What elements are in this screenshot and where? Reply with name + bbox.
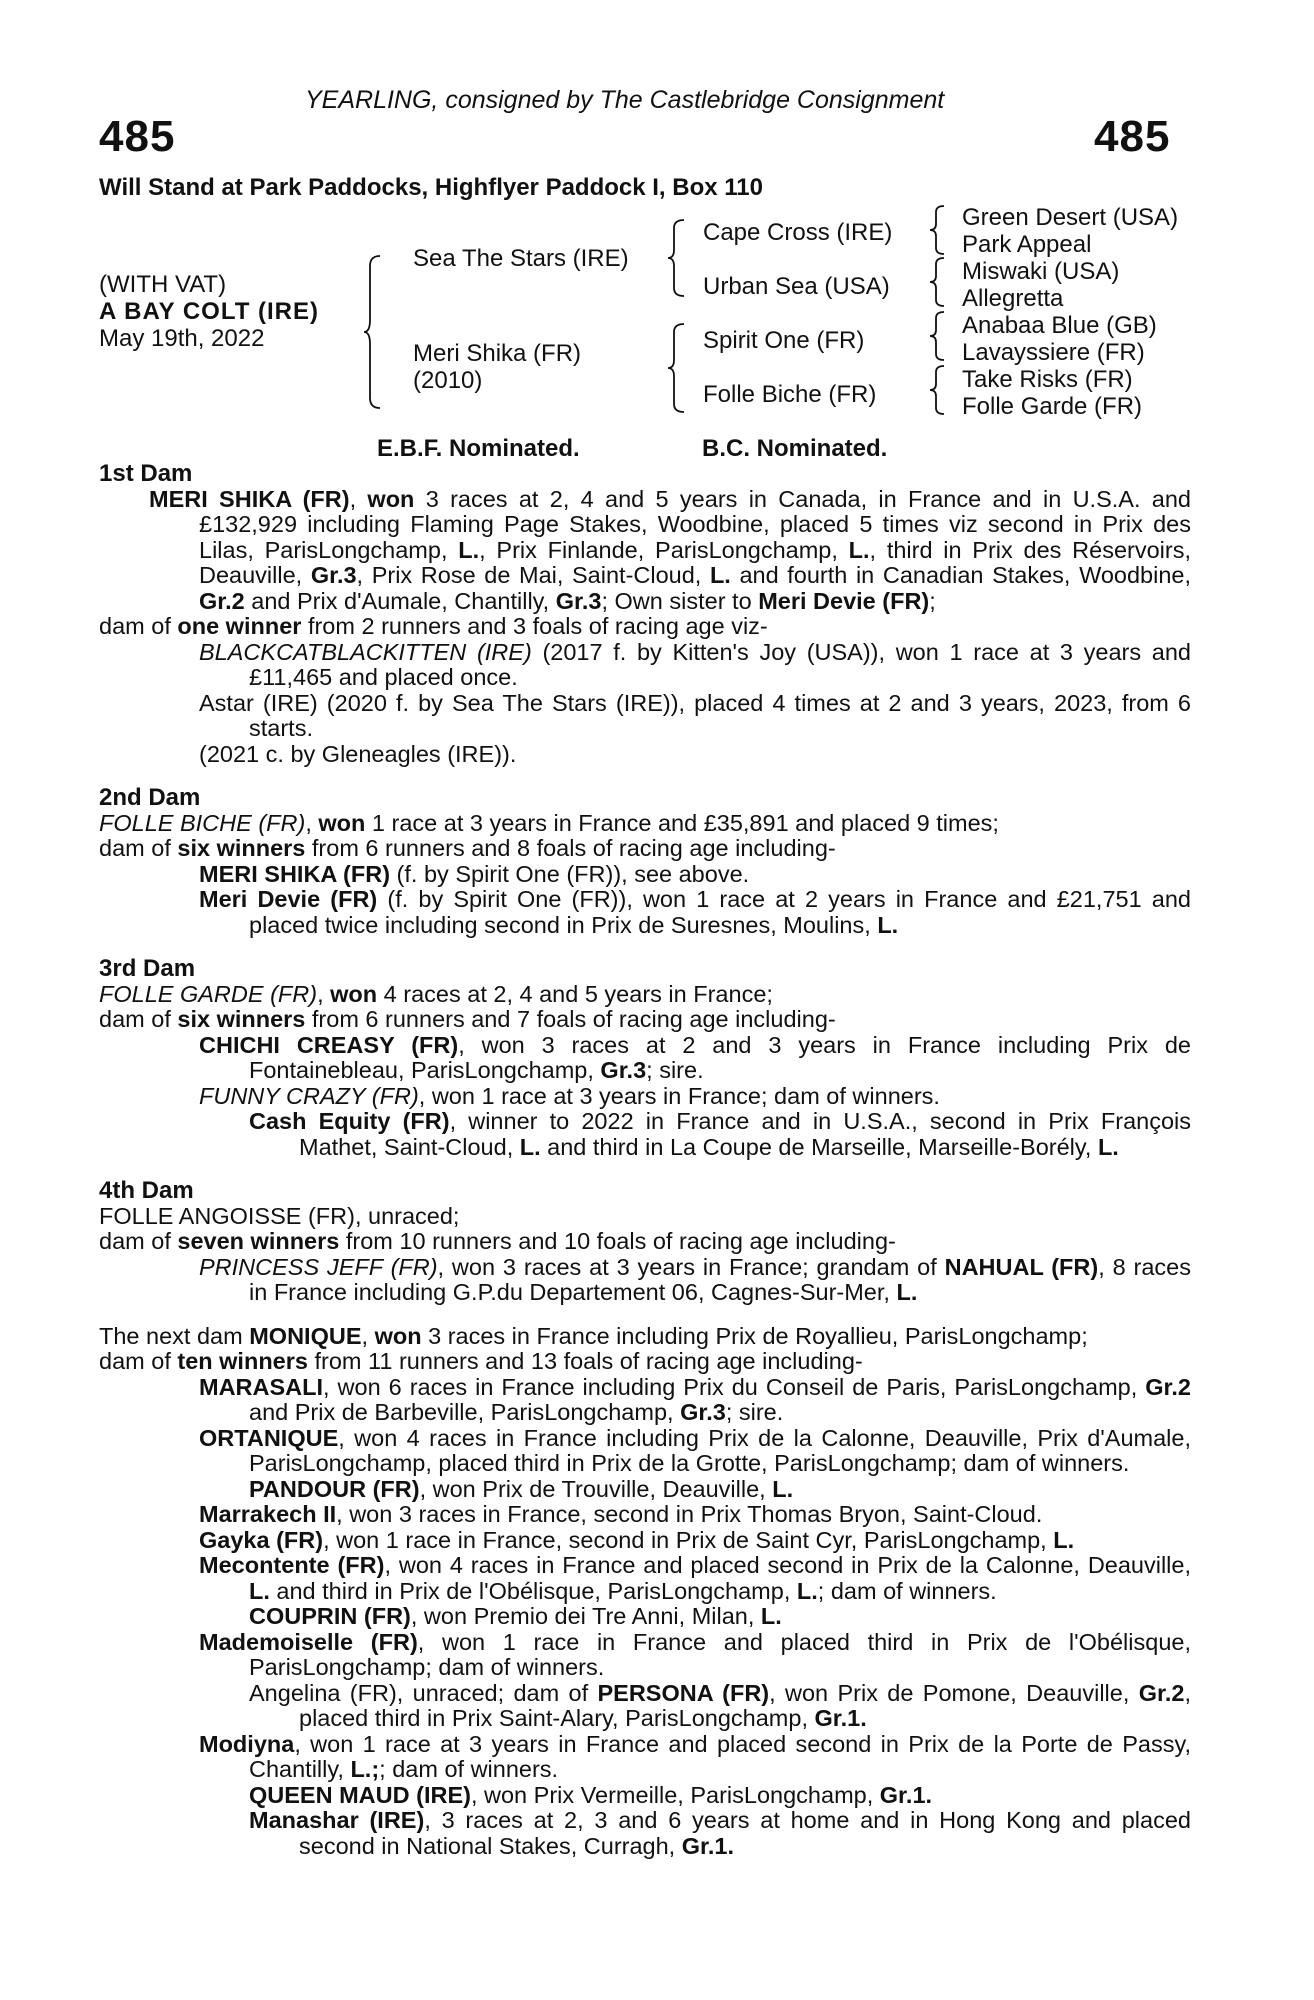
produce-entry: PRINCESS JEFF (FR), won 3 races at 3 years in France; grandam of NAHUAL (FR), 8 races in France including G.P.du Departement 06, Cagnes-Sur-Mer, L. <box>199 1253 1191 1305</box>
ebf-nomination: E.B.F. Nominated. <box>377 435 580 462</box>
produce-entry: CHICHI CREASY (FR), won 3 races at 2 and 3 years in France including Prix de Fontainebleau, ParisLongchamp, Gr.3; sire. <box>199 1031 1191 1083</box>
produce-entry: Gayka (FR), won 1 race in France, second in Prix de Saint Cyr, ParisLongchamp, L. <box>199 1526 1075 1553</box>
produce-summary: dam of one winner from 2 runners and 3 foals of racing age viz- <box>99 613 768 639</box>
pedigree-brace-main <box>364 254 384 410</box>
section-heading: 2nd Dam <box>99 784 201 811</box>
produce-entry: Modiyna, won 1 race at 3 years in France and placed second in Prix de la Porte de Passy, Chantilly, L.;; dam of winners. <box>199 1730 1191 1782</box>
consignment-line: YEARLING, consigned by The Castlebridge Consignment <box>305 86 945 114</box>
ggp-7: Take Risks (FR) <box>962 366 1133 393</box>
section-heading: 3rd Dam <box>99 955 196 982</box>
produce-entry: MERI SHIKA (FR) (f. by Spirit One (FR)), see above. <box>199 860 750 887</box>
produce-entry: Astar (IRE) (2020 f. by Sea The Stars (IRE)), placed 4 times at 2 and 3 years, 2023, from 6 starts. <box>199 689 1191 741</box>
dam-record: FOLLE GARDE (FR), won 4 races at 2, 4 and 5 years in France; <box>99 980 773 1007</box>
ggp-3: Miswaki (USA) <box>962 258 1120 285</box>
horse-name: A BAY COLT (IRE) <box>99 298 320 325</box>
produce-entry: BLACKCATBLACKITTEN (IRE) (2017 f. by Kitten's Joy (USA)), won 1 race at 3 years and £11,465 and placed once. <box>199 638 1192 690</box>
dam: Meri Shika (FR) <box>413 340 582 367</box>
pedigree-brace-g1 <box>930 204 946 256</box>
fourth-dam-section <box>99 1178 1191 1306</box>
produce-entry: Marrakech II, won 3 races in France, second in Prix Thomas Bryon, Saint-Cloud. <box>199 1501 1043 1527</box>
ggp-8: Folle Garde (FR) <box>962 393 1143 420</box>
pedigree-brace-g2 <box>930 256 946 308</box>
dam-year: (2010) <box>413 367 483 394</box>
vat-note: (WITH VAT) <box>99 271 227 298</box>
stand-location: Will Stand at Park Paddocks, Highflyer Paddock I, Box 110 <box>99 174 763 201</box>
bc-nomination: B.C. Nominated. <box>702 435 888 462</box>
ggp-6: Lavayssiere (FR) <box>962 339 1145 366</box>
dam-record: MERI SHIKA (FR), won 3 races at 2, 4 and 5 years in Canada, in France and in U.S.A. and £132,929 including Flaming Page Stakes, Woodbine, placed 5 times viz second in Prix des Lilas, ParisLongchamp, L., Prix Finlande, ParisLongchamp, L., third in Prix des Réservoirs, Deauville, Gr.3, Prix Rose de Mai, Saint-Cloud, L. and fourth in Canadian Stakes, Woodbine, Gr.2 and Prix d'Aumale, Chantilly, Gr.3; Own sister to Meri Devie (FR); <box>149 485 1191 614</box>
produce-entry: COUPRIN (FR), won Premio dei Tre Anni, Milan, L. <box>249 1603 782 1629</box>
produce-entry: Manashar (IRE), 3 races at 2, 3 and 6 years at home and in Hong Kong and placed second in National Stakes, Curragh, Gr.1. <box>249 1807 1191 1859</box>
dam-dam: Folle Biche (FR) <box>703 381 877 408</box>
dam-sire: Spirit One (FR) <box>703 327 865 354</box>
ggp-2: Park Appeal <box>962 231 1092 258</box>
section-heading: 4th Dam <box>99 1177 194 1204</box>
ggp-1: Green Desert (USA) <box>962 204 1179 231</box>
section-heading: 1st Dam <box>99 460 193 487</box>
sire-dam: Urban Sea (USA) <box>703 273 890 300</box>
pedigree-brace-dam <box>668 322 688 414</box>
produce-entry: ORTANIQUE, won 4 races in France including Prix de la Calonne, Deauville, Prix d'Aumale, ParisLongchamp, placed third in Prix de la Grotte, ParisLongchamp; dam of winners. <box>199 1424 1191 1476</box>
next-dam-section <box>99 1324 1191 1860</box>
pedigree-brace-g4 <box>930 364 946 416</box>
produce-summary: dam of seven winners from 10 runners and 10 foals of racing age including- <box>99 1228 896 1254</box>
produce-summary: dam of six winners from 6 runners and 8 foals of racing age including- <box>99 835 836 861</box>
produce-summary: dam of six winners from 6 runners and 7 foals of racing age including- <box>99 1006 836 1032</box>
produce-entry: Mademoiselle (FR), won 1 race in France and placed third in Prix de l'Obélisque, ParisLongchamp; dam of winners. <box>199 1628 1191 1680</box>
produce-entry: QUEEN MAUD (IRE), won Prix Vermeille, ParisLongchamp, Gr.1. <box>249 1781 933 1808</box>
dam-record: FOLLE ANGOISSE (FR), unraced; <box>99 1202 460 1229</box>
lot-number-right: 485 <box>1094 112 1171 161</box>
produce-entry: FUNNY CRAZY (FR), won 1 race at 3 years in France; dam of winners. <box>199 1082 940 1109</box>
pedigree-brace-g3 <box>930 310 946 362</box>
dam-record: FOLLE BICHE (FR), won 1 race at 3 years in France and £35,891 and placed 9 times; <box>99 809 999 836</box>
ggp-4: Allegretta <box>962 285 1064 312</box>
catalogue-body <box>99 461 1191 1859</box>
lot-number-left: 485 <box>99 112 176 161</box>
sire-sire: Cape Cross (IRE) <box>703 219 893 246</box>
dam-record: The next dam MONIQUE, won 3 races in France including Prix de Royallieu, ParisLongchamp; <box>99 1322 1088 1349</box>
produce-entry: PANDOUR (FR), won Prix de Trouville, Deauville, L. <box>249 1475 794 1502</box>
produce-entry: Mecontente (FR), won 4 races in France and placed second in Prix de la Calonne, Deauville, L. and third in Prix de l'Obélisque, ParisLongchamp, L.; dam of winners. <box>199 1552 1192 1604</box>
pedigree-brace-sire <box>668 218 688 298</box>
first-dam-section <box>99 461 1191 767</box>
ggp-5: Anabaa Blue (GB) <box>962 312 1157 339</box>
produce-entry: Meri Devie (FR) (f. by Spirit One (FR)), won 1 race at 2 years in France and £21,751 and placed twice including second in Prix de Suresnes, Moulins, L. <box>199 886 1191 938</box>
foaling-date: May 19th, 2022 <box>99 325 265 352</box>
produce-entry: (2021 c. by Gleneagles (IRE)). <box>199 740 517 767</box>
produce-summary: dam of ten winners from 11 runners and 13 foals of racing age including- <box>99 1348 863 1374</box>
sire: Sea The Stars (IRE) <box>413 245 629 272</box>
second-dam-section <box>99 785 1191 938</box>
produce-entry: Angelina (FR), unraced; dam of PERSONA (FR), won Prix de Pomone, Deauville, Gr.2, placed third in Prix Saint-Alary, ParisLongchamp, Gr.1. <box>249 1679 1191 1731</box>
third-dam-section <box>99 956 1191 1160</box>
produce-entry: MARASALI, won 6 races in France including Prix du Conseil de Paris, ParisLongchamp, Gr.2 and Prix de Barbeville, ParisLongchamp, Gr.3; sire. <box>199 1373 1191 1425</box>
produce-entry: Cash Equity (FR), winner to 2022 in France and in U.S.A., second in Prix François Mathet, Saint-Cloud, L. and third in La Coupe de Marseille, Marseille-Borély, L. <box>249 1108 1192 1160</box>
